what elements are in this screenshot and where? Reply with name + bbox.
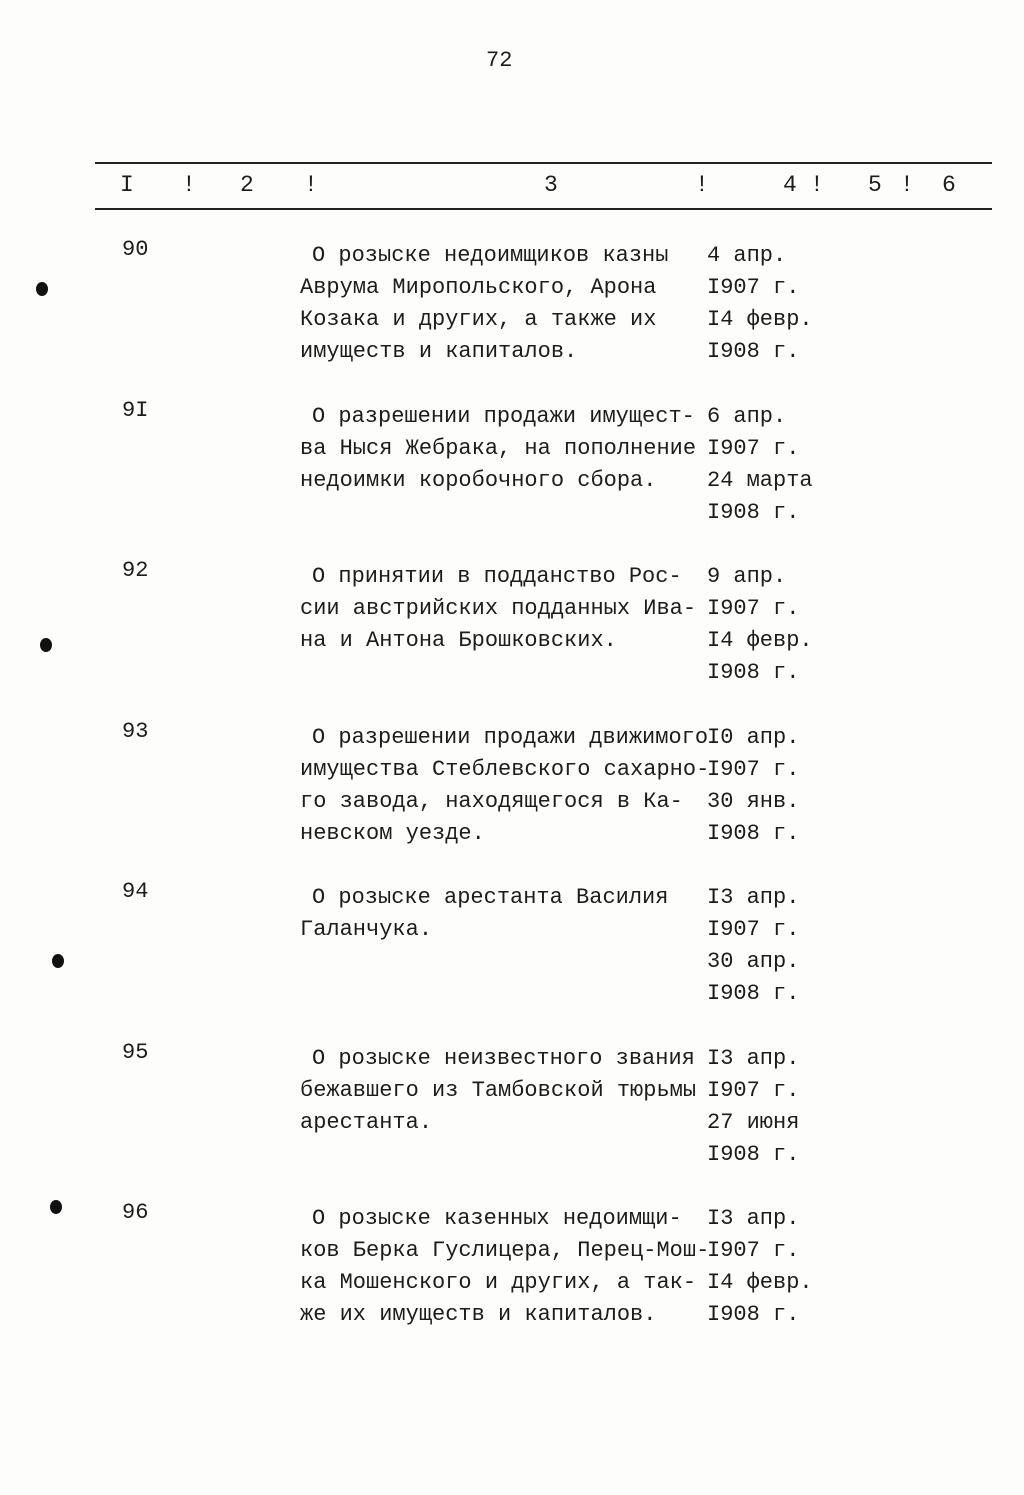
binder-hole-mark xyxy=(36,282,48,296)
table-top-rule xyxy=(95,162,992,164)
entry-description xyxy=(300,561,696,657)
col-separator: ! xyxy=(900,172,914,198)
date-line: I3 апр. xyxy=(707,1206,800,1231)
date-line: I908 г. xyxy=(707,499,800,525)
entry-number: 96 xyxy=(122,1200,149,1225)
date-line: 4 апр. xyxy=(707,243,787,268)
date-line: 24 марта xyxy=(707,467,813,493)
date-line: I0 апр. xyxy=(707,724,800,750)
description-line: на и Антона Брошковских. xyxy=(300,628,617,653)
binder-hole-mark xyxy=(40,638,52,652)
binder-hole-mark xyxy=(50,1200,62,1214)
entry-dates xyxy=(707,561,813,689)
col-separator: ! xyxy=(182,172,196,198)
description-line: ков Берка Гуслицера, Перец-Мош- xyxy=(300,1238,710,1263)
description-line: же их имуществ и капиталов. xyxy=(300,1302,657,1327)
date-line: I4 февр. xyxy=(707,307,813,332)
date-line: I907 г. xyxy=(707,1077,800,1103)
col-separator: ! xyxy=(304,172,318,198)
entry-dates xyxy=(707,722,799,850)
date-line: I908 г. xyxy=(707,1302,800,1327)
description-line: О разрешении продажи движимого xyxy=(312,724,709,750)
description-line: имуществ и капиталов. xyxy=(300,339,578,364)
description-line: невском уезде. xyxy=(300,820,485,846)
entry-description xyxy=(300,882,668,946)
col-separator: ! xyxy=(695,172,709,198)
col-separator: ! xyxy=(810,172,824,198)
entry-dates xyxy=(707,1203,813,1331)
entry-dates xyxy=(707,882,799,1010)
col-6-header: 6 xyxy=(942,172,956,198)
entry-description xyxy=(300,722,709,850)
date-line: 9 апр. xyxy=(707,564,787,589)
description-line: го завода, находящегося в Ка- xyxy=(300,788,683,814)
date-line: 30 апр. xyxy=(707,949,800,974)
date-line: I4 февр. xyxy=(707,1270,813,1295)
page-number: 72 xyxy=(486,48,513,73)
col-5-header: 5 xyxy=(868,172,882,198)
entry-description xyxy=(300,240,668,368)
description-line: О разрешении продажи имущест- xyxy=(312,403,695,429)
date-line: I908 г. xyxy=(707,981,800,1006)
date-line: I908 г. xyxy=(707,339,800,364)
date-line: I907 г. xyxy=(707,917,800,942)
entry-number: 90 xyxy=(122,237,149,262)
description-line: ка Мошенского и других, а так- xyxy=(300,1270,697,1295)
description-line: арестанта. xyxy=(300,1109,433,1135)
date-line: I907 г. xyxy=(707,435,800,461)
col-4-header: 4 xyxy=(783,172,797,198)
date-line: I907 г. xyxy=(707,756,800,782)
date-line: I908 г. xyxy=(707,660,800,685)
date-line: 30 янв. xyxy=(707,788,800,814)
entry-number: 92 xyxy=(122,558,149,583)
binder-hole-mark xyxy=(52,954,64,968)
description-line: Галанчука. xyxy=(300,917,433,942)
entry-number: 94 xyxy=(122,879,149,904)
description-line: О розыске казенных недоимщи- xyxy=(312,1206,682,1231)
description-line: бежавшего из Тамбовской тюрьмы xyxy=(300,1077,697,1103)
table-header-rule xyxy=(95,208,992,210)
col-2-header: 2 xyxy=(240,172,254,198)
description-line: О розыске недоимщиков казны xyxy=(312,243,669,268)
description-line: Козака и других, а также их xyxy=(300,307,657,332)
date-line: I908 г. xyxy=(707,820,800,846)
description-line: Аврума Миропольского, Арона xyxy=(300,275,657,300)
date-line: 6 апр. xyxy=(707,403,787,429)
description-line: ва Ныся Жебрака, на пополнение xyxy=(300,435,697,461)
date-line: I3 апр. xyxy=(707,1045,800,1071)
entry-dates xyxy=(707,401,813,529)
col-1-header: I xyxy=(120,172,134,198)
description-line: недоимки коробочного сбора. xyxy=(300,467,657,493)
description-line: О принятии в подданство Рос- xyxy=(312,564,682,589)
description-line: сии австрийских подданных Ива- xyxy=(300,596,697,621)
entry-description xyxy=(300,401,696,497)
description-line: О розыске арестанта Василия xyxy=(312,885,669,910)
date-line: I907 г. xyxy=(707,275,800,300)
entry-number: 95 xyxy=(122,1039,149,1065)
date-line: I4 февр. xyxy=(707,628,813,653)
description-line: имущества Стеблевского сахарно- xyxy=(300,756,710,782)
date-line: I907 г. xyxy=(707,596,800,621)
date-line: I907 г. xyxy=(707,1238,800,1263)
entry-number: 9I xyxy=(122,397,149,423)
date-line: I908 г. xyxy=(707,1141,800,1167)
col-3-header: 3 xyxy=(544,172,558,198)
date-line: I3 апр. xyxy=(707,885,800,910)
description-line: О розыске неизвестного звания xyxy=(312,1045,695,1071)
date-line: 27 июня xyxy=(707,1109,800,1135)
entry-number: 93 xyxy=(122,718,149,744)
entry-description xyxy=(300,1203,709,1331)
entry-description xyxy=(300,1043,696,1139)
entry-dates xyxy=(707,240,813,368)
entry-dates xyxy=(707,1043,799,1171)
